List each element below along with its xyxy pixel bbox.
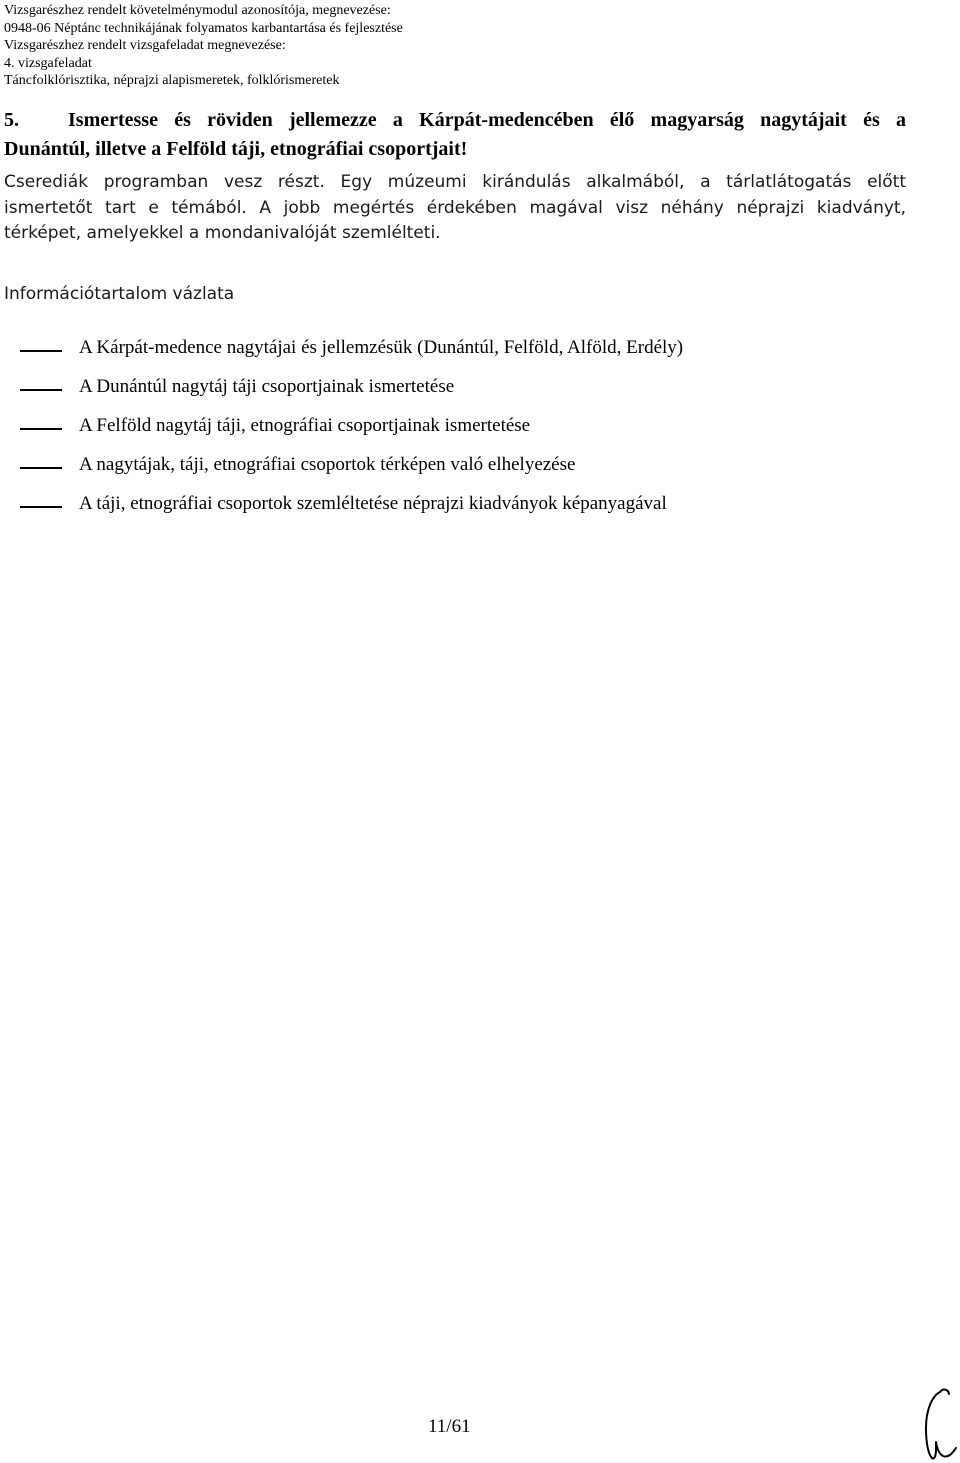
header-task-label: Vizsgarészhez rendelt vizsgafeladat megnevezése:	[4, 38, 286, 53]
header-module-name: 0948-06 Néptánc technikájának folyamatos karbantartása és fejlesztése	[4, 20, 403, 36]
scenario-line-3: térképet, amelyekkel a mondanivalóját szemlélteti.	[4, 223, 441, 243]
list-item-text: A táji, etnográfiai csoportok szemléltetése néprajzi kiadványok képanyagával	[79, 493, 667, 514]
list-item-text: A Dunántúl nagytáj táji csoportjainak ismertetése	[79, 376, 455, 397]
task-question-text-2: Dunántúl, illetve a Felföld táji, etnográfiai csoportjait!	[4, 138, 468, 160]
dash-icon	[20, 506, 62, 508]
task-question-text-1: Ismertesse és röviden jellemezze a Kárpát-medencében élő magyarság nagytájait és a	[68, 109, 906, 131]
task-question	[4, 106, 906, 164]
scenario-line-2: ismertetőt tart e témából. A jobb megértés érdekében magával visz néhány néprajzi kiadványt,	[4, 197, 906, 218]
list-item	[0, 413, 960, 452]
list-item	[0, 452, 960, 491]
list-item-text: A nagytájak, táji, etnográfiai csoportok térképen való elhelyezése	[79, 454, 576, 475]
dash-icon	[20, 428, 62, 430]
task-number: 5.	[4, 109, 19, 131]
header-task-name: Táncfolklórisztika, néprajzi alapismeretek, folklórismeretek	[4, 73, 340, 88]
document-header	[4, 2, 403, 90]
list-item	[0, 491, 960, 530]
list-item-text: A Felföld nagytáj táji, etnográfiai csoportjainak ismertetése	[79, 415, 531, 436]
header-module-label: Vizsgarészhez rendelt követelménymodul azonosítója, megnevezése:	[4, 3, 391, 18]
handwritten-signature-icon	[918, 1384, 960, 1462]
header-task-number: 4. vizsgafeladat	[4, 55, 92, 71]
info-outline-list	[0, 335, 960, 530]
dash-icon	[20, 350, 62, 352]
info-outline-title: Információtartalom vázlata	[4, 284, 235, 304]
scenario-line-1: Cserediák programban vesz részt. Egy múzeumi kirándulás alkalmából, a tárlatlátogatás előtt	[4, 172, 906, 192]
list-item	[0, 335, 960, 374]
page-number: 11/61	[428, 1416, 471, 1437]
scenario-paragraph	[4, 170, 906, 247]
dash-icon	[20, 467, 62, 469]
list-item-text: A Kárpát-medence nagytájai és jellemzésük (Dunántúl, Felföld, Alföld, Erdély)	[79, 337, 684, 358]
task-question-line-1	[4, 106, 906, 135]
dash-icon	[20, 389, 62, 391]
list-item	[0, 374, 960, 413]
